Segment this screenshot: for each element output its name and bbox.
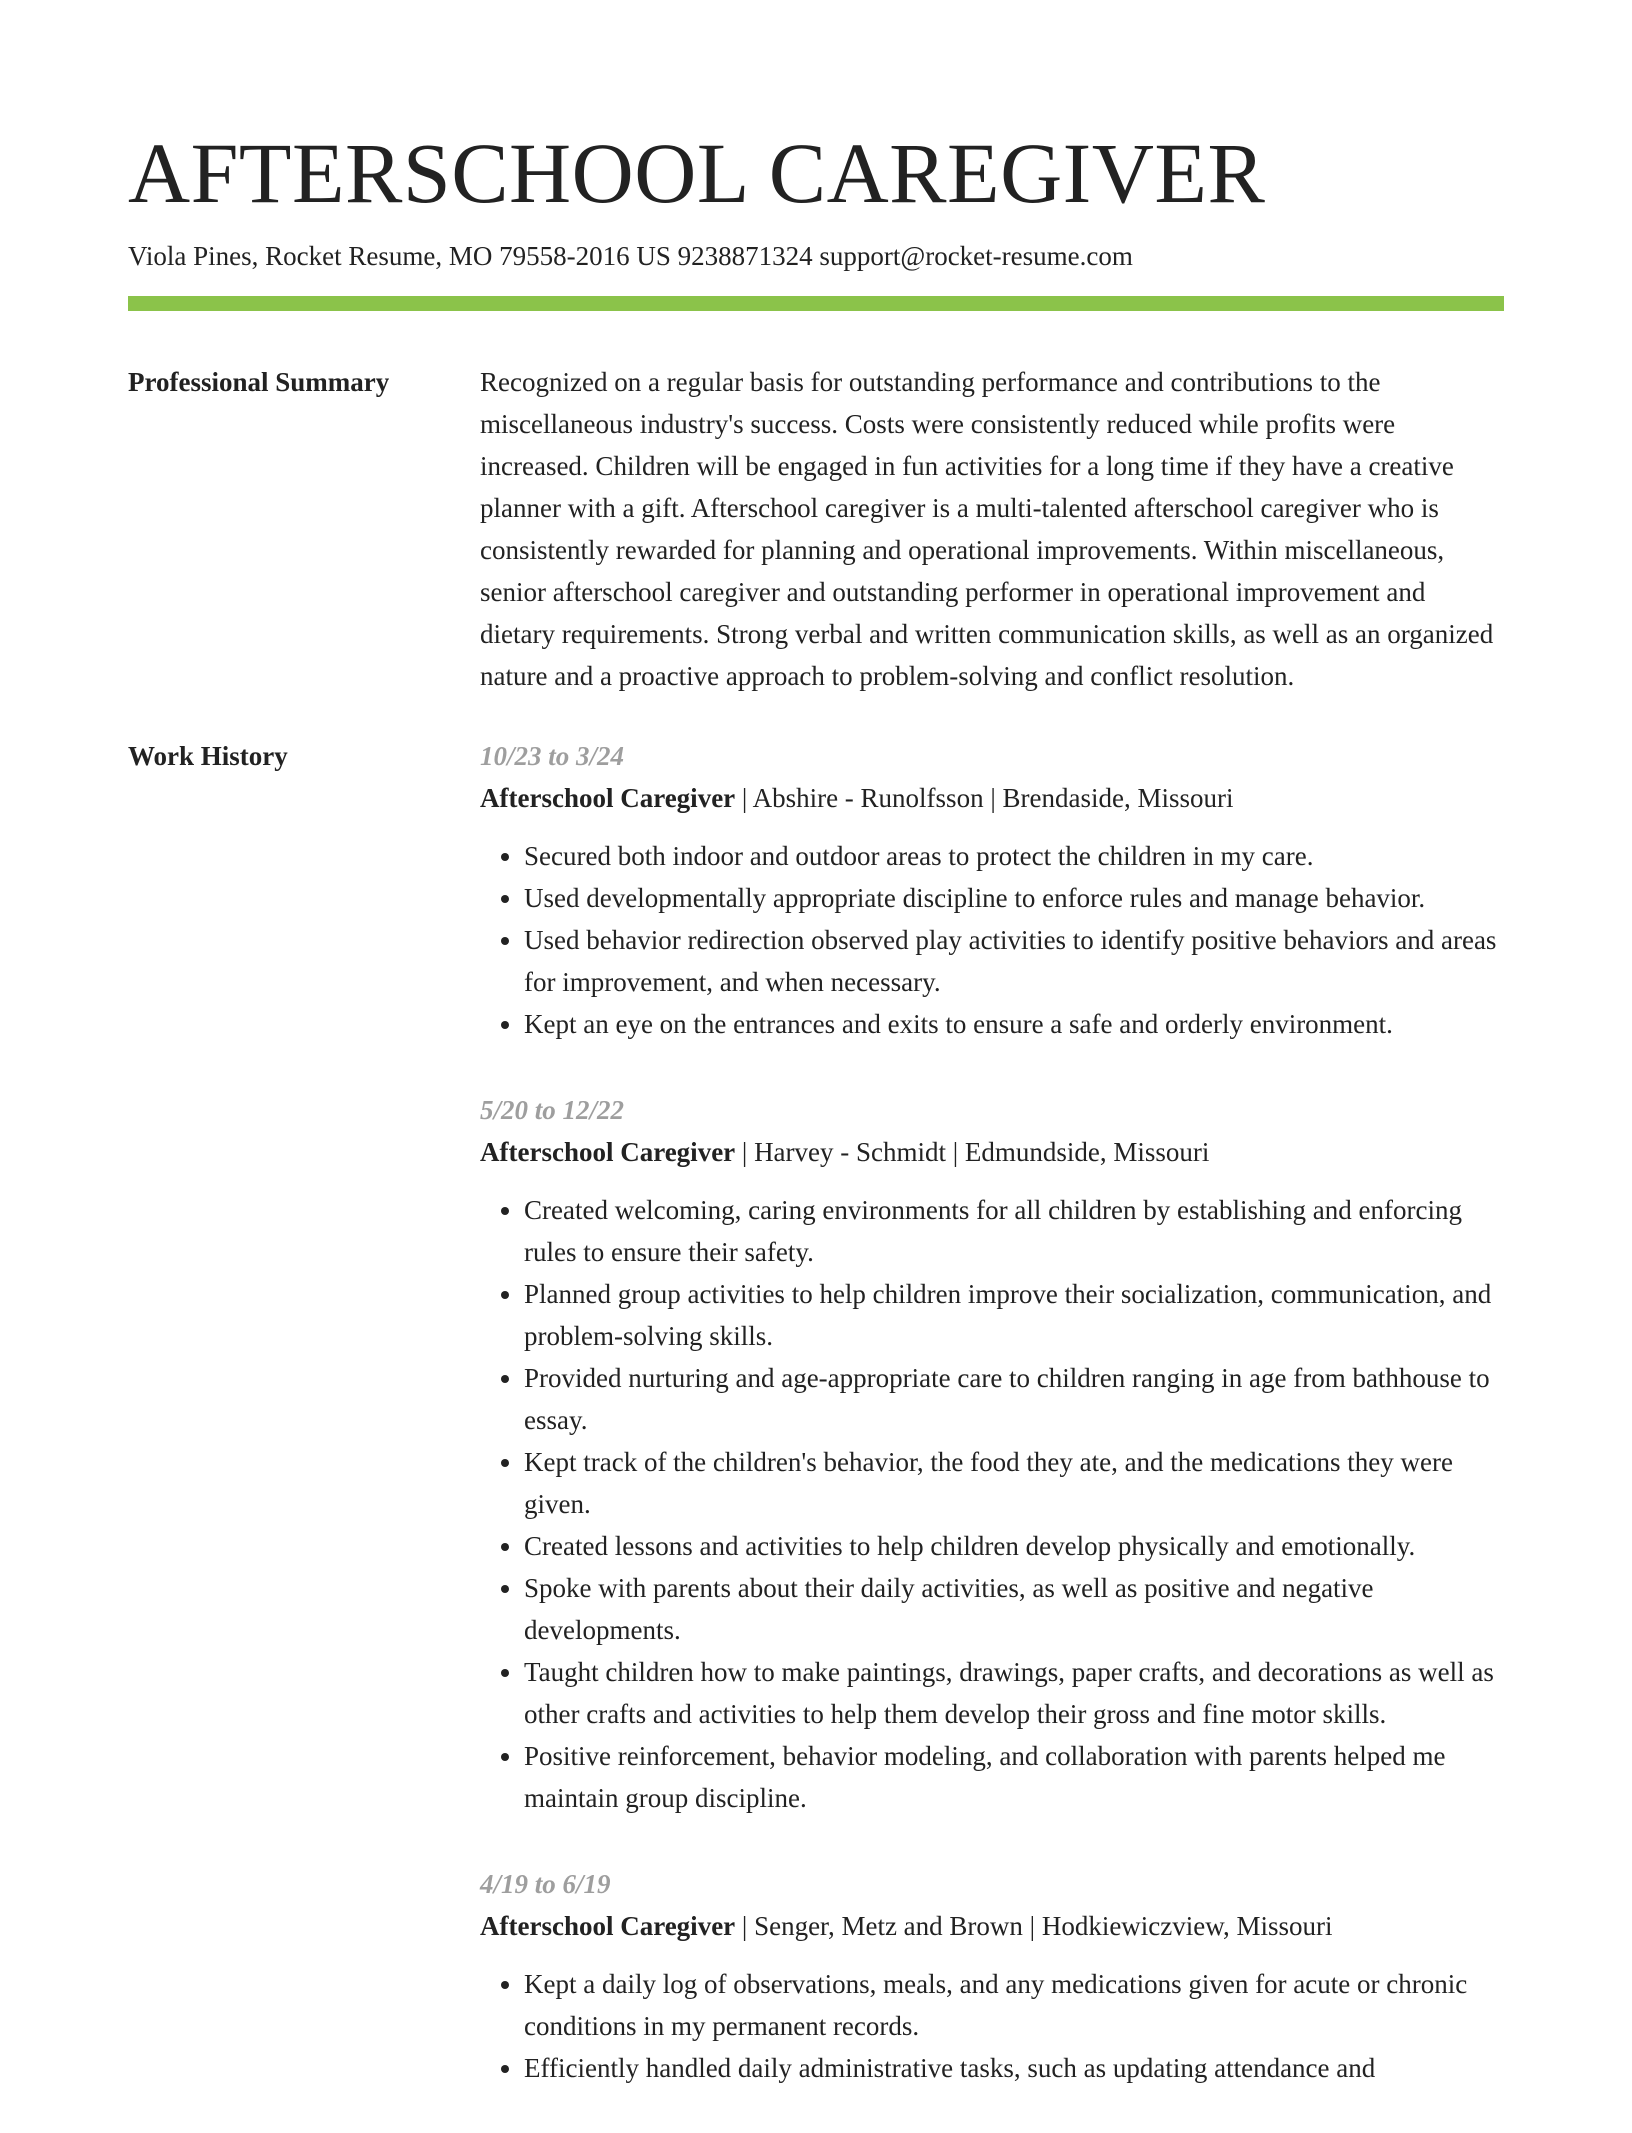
job-separator: | bbox=[952, 1137, 959, 1167]
job-bullet: • Kept track of the children's behavior, the food they ate, and the medications they were given. bbox=[524, 1441, 1504, 1525]
job-location: Edmundside, Missouri bbox=[964, 1137, 1210, 1167]
job-bullet: • Taught children how to make paintings, drawings, paper crafts, and decorations as well as other crafts and activities to help them develop their gross and fine motor skills. bbox=[524, 1651, 1504, 1735]
job-entry bbox=[480, 1863, 1504, 2089]
contact-line: Viola Pines, Rocket Resume, MO 79558-2016 US 9238871324 support@rocket-resume.com bbox=[128, 241, 1133, 271]
job-separator: | bbox=[741, 1911, 748, 1941]
job-location: Hodkiewiczview, Missouri bbox=[1041, 1911, 1333, 1941]
job-bullet-list bbox=[480, 835, 1504, 1045]
job-title: Afterschool Caregiver bbox=[480, 1911, 736, 1941]
job-bullet: • Positive reinforcement, behavior modeling, and collaboration with parents helped me maintain group discipline. bbox=[524, 1735, 1504, 1819]
summary-body bbox=[480, 361, 1504, 697]
job-bullet-list bbox=[480, 1963, 1504, 2089]
job-bullet: • Spoke with parents about their daily activities, as well as positive and negative developments. bbox=[524, 1567, 1504, 1651]
job-dates: 10/23 to 3/24 bbox=[480, 741, 625, 771]
job-bullet: • Used behavior redirection observed play activities to identify positive behaviors and areas for improvement, and when necessary. bbox=[524, 919, 1504, 1003]
summary-text: Recognized on a regular basis for outstanding performance and contributions to the miscellaneous industry's success. Costs were consistently reduced while profits were increased. Children will be engaged in fun activities for a long time if they have a creative planner with a gift. Afterschool caregiver is a multi-talented afterschool caregiver who is consistently rewarded for planning and operational improvements. Within miscellaneous, senior afterschool caregiver and outstanding performer in operational improvement and dietary requirements. Strong verbal and written communication skills, as well as an organized nature and a proactive approach to problem-solving and conflict resolution. bbox=[480, 367, 1494, 691]
accent-divider bbox=[128, 296, 1504, 311]
job-bullet: • Created lessons and activities to help children develop physically and emotionally. bbox=[524, 1525, 1504, 1567]
job-title: Afterschool Caregiver bbox=[480, 1137, 736, 1167]
job-header bbox=[480, 777, 1504, 819]
job-bullet: • Efficiently handled daily administrative tasks, such as updating attendance and bbox=[524, 2047, 1504, 2089]
job-separator: | bbox=[741, 1137, 748, 1167]
job-separator: | bbox=[990, 783, 996, 813]
resume-title: AFTERSCHOOL CAREGIVER bbox=[128, 125, 1266, 221]
job-bullet: • Provided nurturing and age-appropriate care to children ranging in age from bathhouse to essay. bbox=[524, 1357, 1504, 1441]
job-location: Brendaside, Missouri bbox=[1002, 783, 1234, 813]
job-bullet: • Kept a daily log of observations, meals, and any medications given for acute or chronic conditions in my permanent records. bbox=[524, 1963, 1504, 2047]
job-dates: 4/19 to 6/19 bbox=[480, 1869, 611, 1899]
job-bullet: • Secured both indoor and outdoor areas to protect the children in my care. bbox=[524, 835, 1504, 877]
work-history-section bbox=[128, 735, 1504, 2133]
job-company: Abshire - Runolfsson bbox=[752, 783, 984, 813]
job-entry bbox=[480, 1089, 1504, 1819]
job-entry bbox=[480, 735, 1504, 1045]
job-dates: 5/20 to 12/22 bbox=[480, 1095, 625, 1125]
job-header bbox=[480, 1131, 1504, 1173]
job-bullet-list bbox=[480, 1189, 1504, 1819]
job-separator: | bbox=[1029, 1911, 1036, 1941]
job-bullet: • Used developmentally appropriate discipline to enforce rules and manage behavior. bbox=[524, 877, 1504, 919]
work-history-body bbox=[480, 735, 1504, 2133]
professional-summary-section bbox=[128, 361, 1504, 697]
job-bullet: • Kept an eye on the entrances and exits to ensure a safe and orderly environment. bbox=[524, 1003, 1504, 1045]
resume-page bbox=[128, 0, 1504, 2133]
job-header bbox=[480, 1905, 1504, 1947]
job-title: Afterschool Caregiver bbox=[480, 783, 736, 813]
job-bullet: • Created welcoming, caring environments for all children by establishing and enforcing rules to ensure their safety. bbox=[524, 1189, 1504, 1273]
job-separator: | bbox=[741, 783, 748, 813]
job-bullet: • Planned group activities to help children improve their socialization, communication, and problem-solving skills. bbox=[524, 1273, 1504, 1357]
section-label-summary: Professional Summary bbox=[128, 367, 390, 397]
job-company: Harvey - Schmidt bbox=[754, 1137, 947, 1167]
section-label-work-history: Work History bbox=[128, 741, 288, 771]
job-company: Senger, Metz and Brown bbox=[754, 1911, 1023, 1941]
